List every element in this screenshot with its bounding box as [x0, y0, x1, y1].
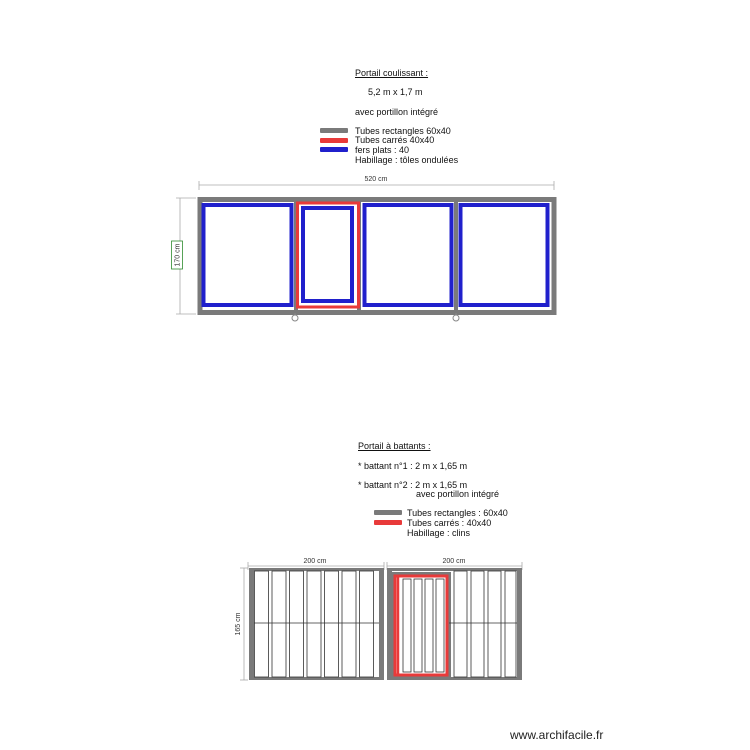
top-title: Portail coulissant : — [355, 68, 429, 78]
legend-label: Tubes rectangles : 60x40 — [407, 508, 508, 518]
battant-1-text: * battant n°1 : 2 m x 1,65 m — [358, 461, 468, 471]
legend-label: Tubes carrés : 40x40 — [407, 518, 492, 528]
bottom-title: Portail à battants : — [358, 441, 431, 451]
legend-label: Tubes rectangles 60x40 — [355, 126, 451, 136]
swing-gate — [235, 558, 522, 680]
dimension-height-label: 165 cm — [235, 612, 242, 636]
dimension-width-left-label: 200 cm — [303, 558, 327, 565]
swing-leaf-1 — [249, 568, 384, 680]
frame-post — [454, 199, 458, 313]
legend-label: fers plats : 40 — [355, 145, 410, 155]
legend-label: Tubes carrés 40x40 — [355, 135, 435, 145]
sliding-gate — [172, 176, 555, 321]
swing-leaf-2 — [387, 568, 522, 680]
battant-2-note: avec portillon intégré — [416, 489, 500, 499]
watermark: www.archifacile.fr — [510, 728, 604, 742]
dimension-width-label: 520 cm — [364, 176, 388, 183]
dimension-height-label: 170 cm — [174, 243, 182, 267]
legend-label: Habillage : clins — [407, 528, 471, 538]
top-size: 5,2 m x 1,7 m — [368, 87, 423, 97]
top-subtitle: avec portillon intégré — [355, 107, 439, 117]
battant-2-text: * battant n°2 : 2 m x 1,65 m — [358, 480, 468, 490]
dimension-width-right-label: 200 cm — [442, 558, 466, 565]
legend-label: Habillage : tôles ondulées — [355, 155, 459, 165]
frame-outer — [200, 200, 554, 313]
wicket-frame — [393, 574, 449, 677]
